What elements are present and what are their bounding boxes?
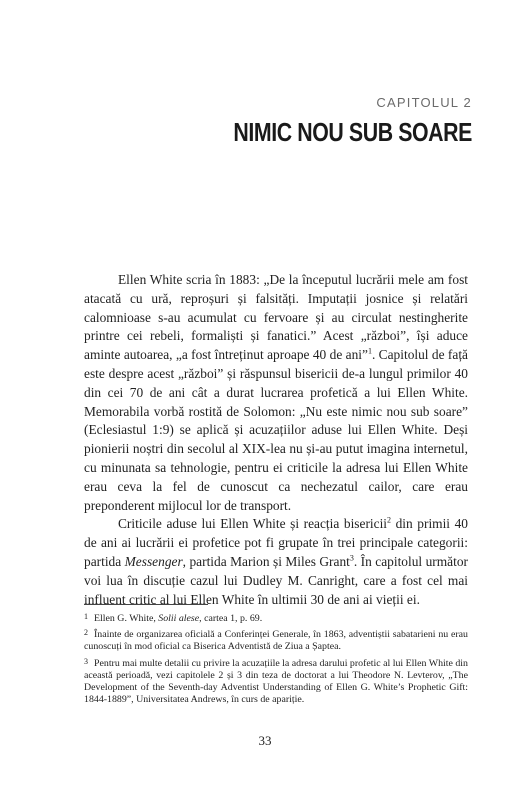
footnote-2-number: 2: [84, 628, 88, 638]
footnote-3: [84, 656, 468, 707]
paragraph-1-text-b: . Capitolul de față este despre acest „război” și răspunsul bisericii de-a lungul primilor 40 din cei 70 de ani cât a durat lucrarea profetică a lui Ellen White. Memorabila vorbă rostită de Solomon: „Nu este nimic nou sub soare” (Eclesiastul 1:9) se aplică și acuzațiilor aduse lui Ellen White. Deși pionierii noștri din secolul al XIX-lea nu și-au putut imagina internetul, cu minunata sa tehnologie, pentru ei criticile la adresa lui Ellen White erau ceva la fel de cunoscut ca nechezatul cailor, care erau preponderent mijlocul lor de transport.: [84, 347, 468, 513]
page-number: 33: [258, 733, 272, 748]
chapter-title: NIMIC NOU SUB SOARE: [233, 117, 472, 147]
footnote-2: [84, 627, 468, 653]
body-text: [84, 271, 468, 609]
paragraph-1-text-a: Ellen White scria în 1883: „De la începutul lucrării mele am fost atacată cu ură, reproșuri și falsități. Imputații josnice și relatări calomnioase s-au acumulat cu fervoare și au circulat nestingherite printre cei rebeli, formaliști și fanatici.” Acest „război”, își aduce aminte autoarea, „a fost întreținut aproape 40 de ani”: [84, 272, 468, 363]
footnote-1-pre: Ellen G. White,: [94, 613, 159, 624]
footnote-3-text: Pentru mai multe detalii cu privire la acuzațiile la adresa darului profetic al lui Ellen White din această perioadă, vezi capitolele 2 și 3 din teza de doctorat a lui Theodore N. Levterov, „The Development of the Seventh-day Adventist Understanding of Ellen G. White’s Prophetic Gift: 1844-1889”, Universitatea Andrews, în curs de apariție.: [84, 657, 468, 706]
footnote-1-title: Solii alese: [158, 613, 200, 624]
paragraph-2-text-d: . În capitolul următor voi lua în discuție cazul lui Dudley M. Canright, care a fost cel mai influent critic al lui Ellen White în ultimii 30 de ani ai vieții ei.: [84, 553, 468, 607]
footnote-divider: [84, 604, 208, 605]
footnote-2-text: Înainte de organizarea oficială a Conferinței Generale, în 1863, adventiștii sabatarieni nu erau cunoscuți în mod oficial ca Biserica Adventistă de Ziua a Șaptea.: [84, 629, 468, 653]
messenger-italic: Messenger: [124, 553, 183, 569]
paragraph-2: [84, 515, 468, 609]
paragraph-2-text-b: din primii 40 de ani ai lucrării ei profetice pot fi grupate în trei principale categorii: partida: [84, 516, 468, 569]
footnote-1-number: 1: [84, 612, 88, 621]
footnote-ref-2[interactable]: 2: [387, 515, 392, 525]
footnote-3-number: 3: [84, 656, 88, 666]
footnotes: [84, 611, 468, 708]
footnote-ref-1[interactable]: 1: [367, 346, 372, 356]
paragraph-2-text-c: , partida Marion și Miles Grant: [182, 553, 350, 569]
footnote-1: [84, 611, 468, 625]
paragraph-2-text-a: Criticile aduse lui Ellen White și reacția bisericii: [118, 516, 388, 532]
paragraph-1: [84, 271, 468, 515]
footnote-ref-3[interactable]: 3: [349, 553, 354, 563]
footnote-1-post: , cartea 1, p. 69.: [199, 613, 263, 624]
chapter-label: CAPITOLUL 2: [376, 95, 472, 110]
